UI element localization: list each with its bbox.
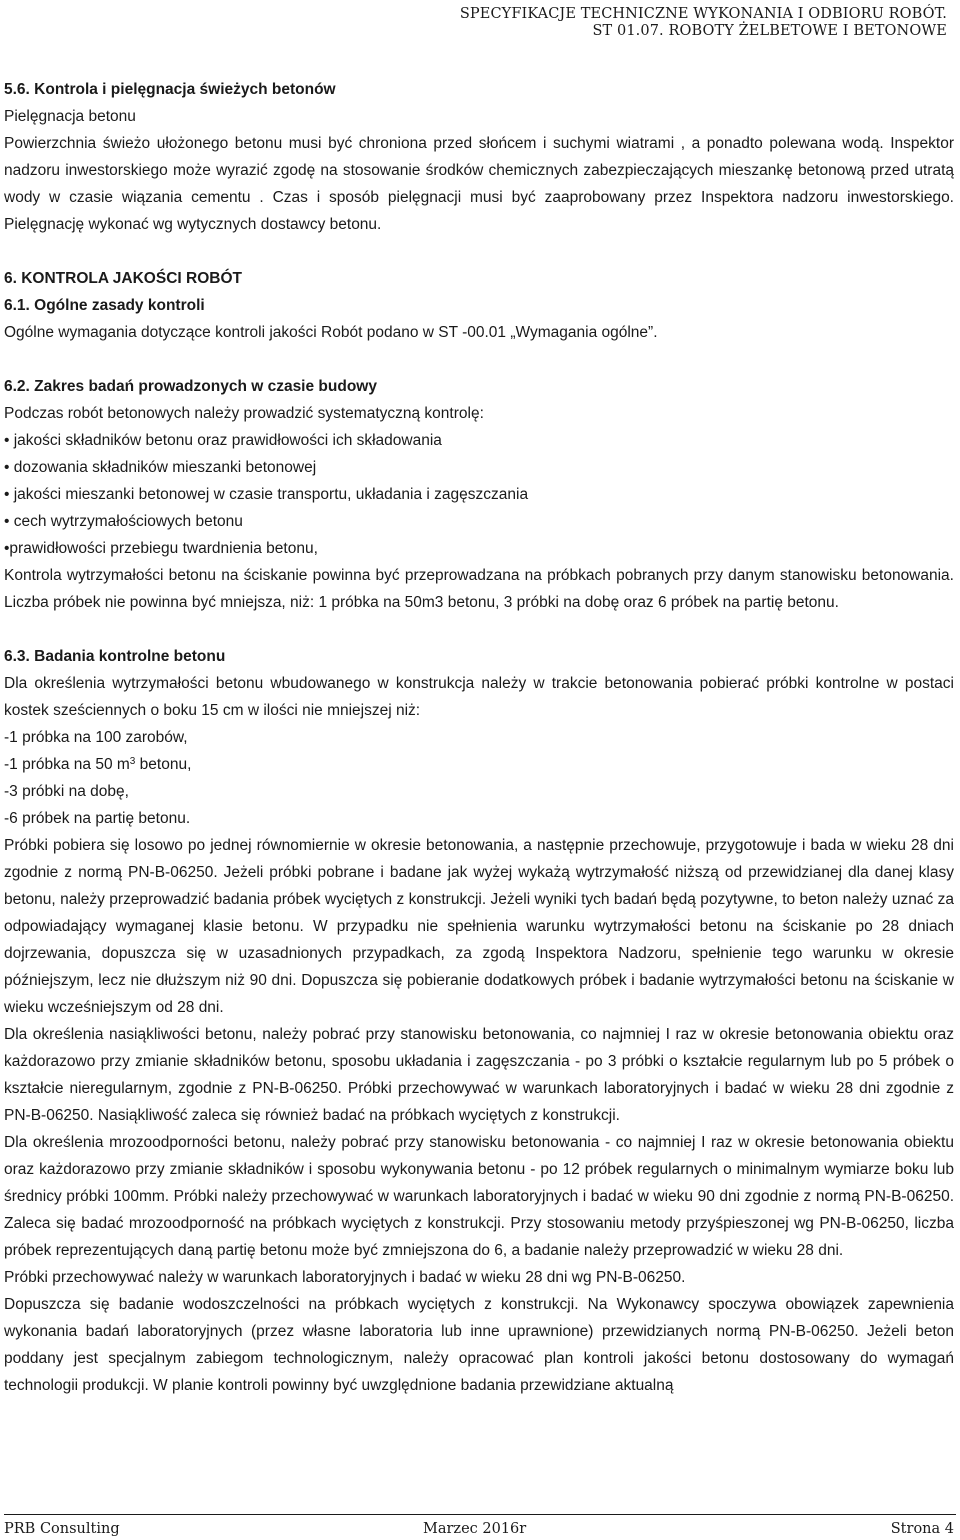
page-footer (0, 1508, 960, 1540)
bullet-item: • cech wytrzymałościowych betonu (4, 513, 243, 530)
section-6-3-paragraph-1: Próbki pobiera się losowo po jednej równomiernie w okresie betonowania, a następnie przechowuje, przygotowuje i bada w wieku 28 dni zgodnie z normą PN-B-06250. Jeżeli próbki pobrane i badane jak wyżej wykażą wytrzymałość niższą od przewidzianej dla danej klasy betonu, należy przeprowadzić badania próbek wyciętych z konstrukcji. Jeżeli wyniki tych badań będą pozytywne, to beton należy uznać za odpowiadający wymaganej klasie betonu. W przypadku nie spełnienia warunku wytrzymałości betonu na ściskanie po 28 dniach dojrzewania, dopuszcza się w uzasadnionych przypadkach, za zgodą Inspektora Nadzoru, spełnienie tego warunku w okresie późniejszym, lecz nie dłuższym niż 90 dni. Dopuszcza się pobieranie dodatkowych próbek i badanie wytrzymałości betonu na ściskanie w wieku wcześniejszym od 28 dni. (4, 837, 954, 1016)
section-6-3-paragraph-5: Dopuszcza się badanie wodoszczelności na próbkach wyciętych z konstrukcji. Na Wykonawcy spoczywa obowiązek zapewnienia wykonania badań laboratoryjnych (przez własne laboratoria lub inne uprawnione) przewidzianych normą PN-B-06250. Jeżeli beton poddany jest specjalnym zabiegom technologicznym, należy opracować plan kontroli jakości betonu dostosowany do wymagań technologii produkcji. W planie kontroli powinny być uwzględnione badania przewidziane aktualną (4, 1296, 954, 1394)
header-subtitle: ST 01.07. ROBOTY ŻELBETOWE I BETONOWE (592, 23, 947, 39)
page-header (0, 4, 960, 50)
footer-company: PRB Consulting (4, 1521, 120, 1537)
bullet-item: • jakości mieszanki betonowej w czasie transportu, układania i zagęszczania (4, 486, 529, 503)
spacer (4, 346, 954, 373)
section-6-3-paragraph-3: Dla określenia mrozoodporności betonu, należy pobrać przy stanowisku betonowania - co najmniej I raz w okresie betonowania obiektu oraz każdorazowo przy zmianie składników i sposobu wykonywania betonu - po 12 próbek regularnych o minimalnym wymiarze boku lub średnicy próbki 100mm. Próbki należy przechowywać w warunkach laboratoryjnych i badać w wieku 90 dni zgodnie z normą PN-B-06250. Zaleca się badać mrozoodporność na próbkach wyciętych z konstrukcji. Przy stosowaniu metody przyśpieszonej wg PN-B-06250, liczba próbek reprezentujących daną partię betonu może być zmniejszona do 6, a badanie należy przeprowadzić w wieku 28 dni. (4, 1134, 954, 1259)
sample-list-text: betonu, (135, 756, 192, 773)
section-6-2-paragraph: Kontrola wytrzymałości betonu na ściskanie powinna być przeprowadzana na próbkach pobranych przy danym stanowisku betonowania. Liczba próbek nie powinna być mniejsza, niż: 1 próbka na 50m3 betonu, 3 próbki na dobę oraz 6 próbek na partię betonu. (4, 567, 954, 611)
spacer (4, 238, 954, 265)
section-6-2-intro: Podczas robót betonowych należy prowadzić systematyczną kontrolę: (4, 405, 484, 422)
spacer (4, 616, 954, 643)
footer-divider (4, 1514, 956, 1515)
section-6-2-heading: 6.2. Zakres badań prowadzonych w czasie budowy (4, 378, 377, 395)
header-title: SPECYFIKACJE TECHNICZNE WYKONANIA I ODBIORU ROBÓT. (459, 6, 947, 22)
section-5-6-subheading: Pielęgnacja betonu (4, 108, 136, 125)
document-body (4, 76, 954, 1399)
bullet-item: • dozowania składników mieszanki betonowej (4, 459, 317, 476)
bullet-item: • jakości składników betonu oraz prawidłowości ich składowania (4, 432, 442, 449)
section-6-3-heading: 6.3. Badania kontrolne betonu (4, 648, 226, 665)
sample-list-item: -6 próbek na partię betonu. (4, 810, 191, 827)
section-5-6-heading: 5.6. Kontrola i pielęgnacja świeżych betonów (4, 81, 336, 98)
footer-page-number: Strona 4 (890, 1521, 954, 1537)
section-6-heading: 6. KONTROLA JAKOŚCI ROBÓT (4, 270, 242, 287)
section-6-3-paragraph-2: Dla określenia nasiąkliwości betonu, należy pobrać przy stanowisku betonowania, co najmniej I raz w okresie betonowania obiektu oraz każdorazowo przy zmianie składników betonu, sposobu układania i zagęszczania - po 3 próbki o kształcie regularnym lub po 5 próbek o kształcie nieregularnym, zgodnie z PN-B-06250. Próbki przechowywać w warunkach laboratoryjnych i badać w wieku 28 dni zgodnie z PN-B-06250. Nasiąkliwość zaleca się również badać na próbkach wyciętych z konstrukcji. (4, 1026, 954, 1124)
footer-date: Marzec 2016r (423, 1521, 527, 1537)
section-5-6-paragraph: Powierzchnia świeżo ułożonego betonu musi być chroniona przed słońcem i suchymi wiatrami , a ponadto polewana wodą. Inspektor nadzoru inwestorskiego może wyrazić zgodę na stosowanie środków chemicznych zabezpieczających mieszankę betonową przed utratą wody w czasie wiązania cementu . Czas i sposób pielęgnacji musi być zaaprobowany przez Inspektora nadzoru inwestorskiego. Pielęgnację wykonać wg wytycznych dostawcy betonu. (4, 135, 954, 233)
sample-list-item: -3 próbki na dobę, (4, 783, 129, 800)
sample-list-item: -1 próbka na 100 zarobów, (4, 729, 188, 746)
section-6-3-intro: Dla określenia wytrzymałości betonu wbudowanego w konstrukcja należy w trakcie betonowania pobierać próbki kontrolne w postaci kostek sześciennych o boku 15 cm w ilości nie mniejszej niż: (4, 675, 954, 719)
sample-list-item (4, 751, 954, 778)
sample-list-text: -1 próbka na 50 m (4, 756, 130, 773)
section-6-3-paragraph-4: Próbki przechowywać należy w warunkach laboratoryjnych i badać w wieku 28 dni wg PN-B-06250. (4, 1269, 686, 1286)
section-6-1-heading: 6.1. Ogólne zasady kontroli (4, 297, 205, 314)
section-6-1-paragraph: Ogólne wymagania dotyczące kontroli jakości Robót podano w ST -00.01 „Wymagania ogólne”. (4, 324, 658, 341)
superscript: 3 (129, 756, 136, 767)
bullet-item: •prawidłowości przebiegu twardnienia betonu, (4, 540, 318, 557)
